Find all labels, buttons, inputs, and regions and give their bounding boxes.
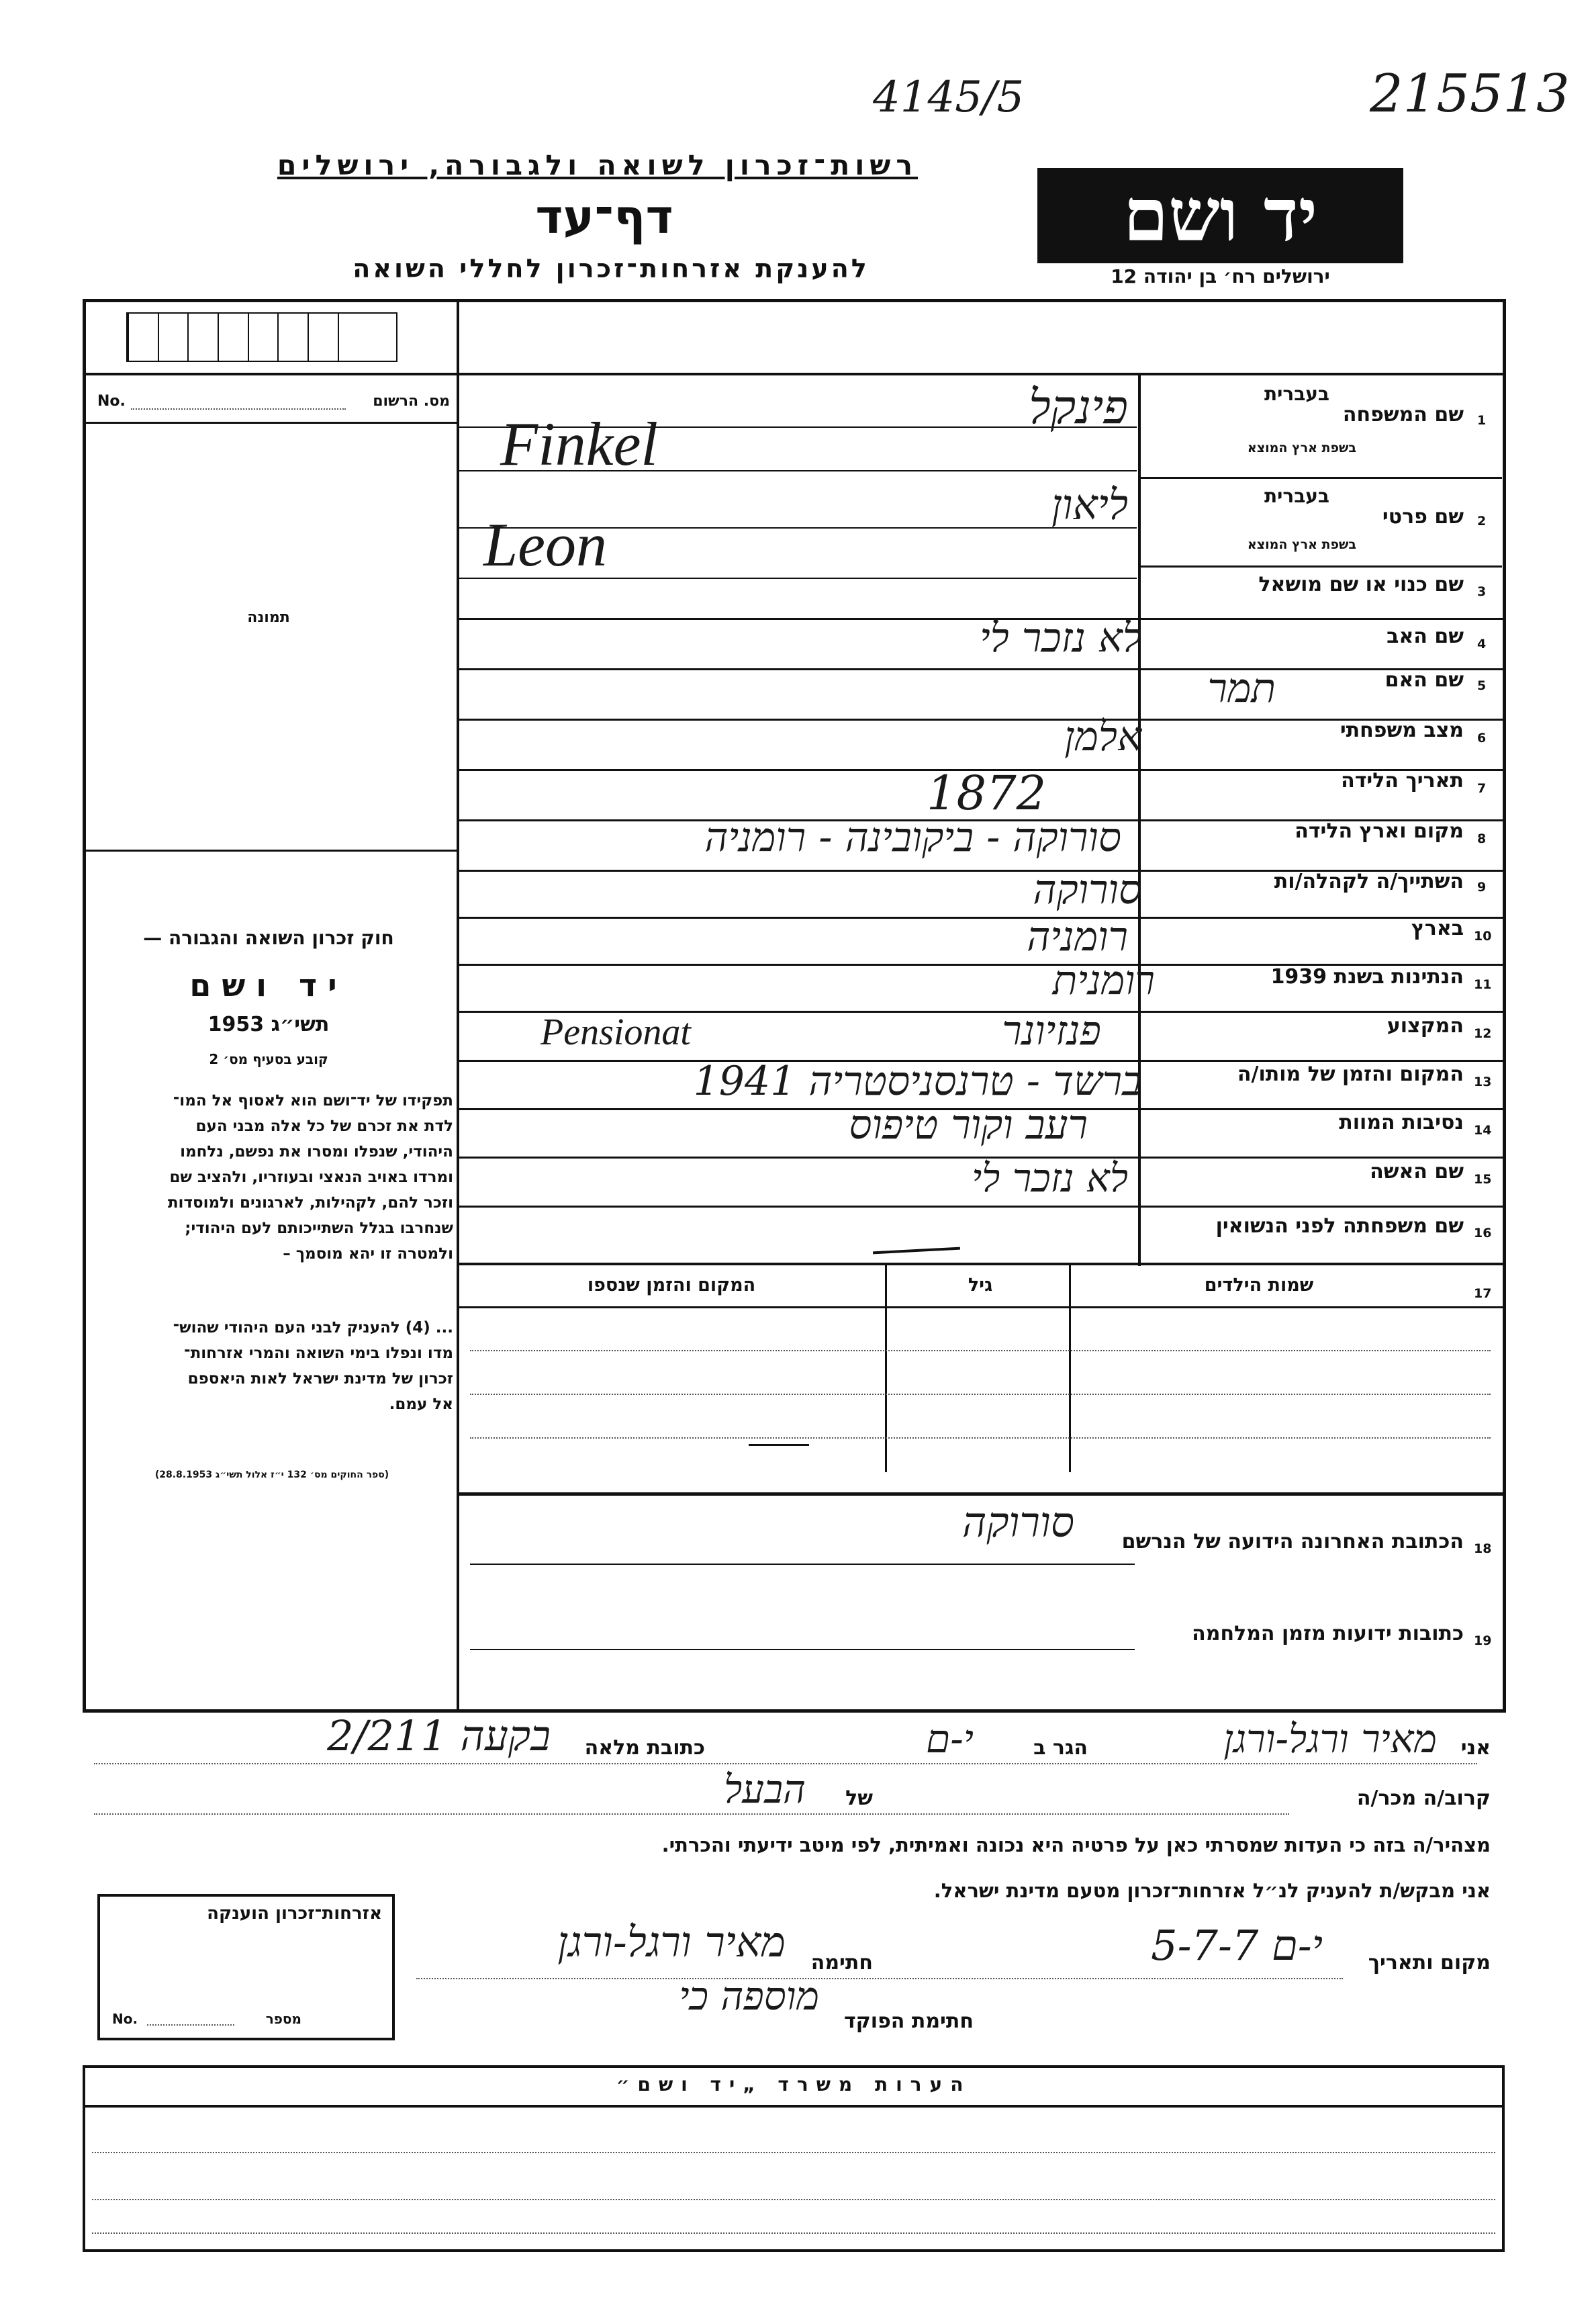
code-boxes: [86, 302, 457, 373]
signature-label: חתימה: [810, 1951, 873, 1975]
law-text-line: אל עמם.: [389, 1396, 453, 1413]
field-9-number: 9: [1477, 880, 1487, 895]
children-names-header: שמות הילדים: [1204, 1275, 1314, 1296]
of-label: של: [845, 1787, 873, 1810]
relation-value: הבעל: [724, 1766, 806, 1812]
form-title: דף־עד: [535, 189, 673, 244]
field-15-number: 15: [1474, 1172, 1492, 1187]
logo-text: יד ושם: [1123, 173, 1318, 258]
field-3-number: 3: [1477, 584, 1487, 599]
field-15-label: שם האשה: [1370, 1160, 1464, 1183]
field-2-number: 2: [1477, 514, 1487, 529]
field-14-label: נסיבות המוות: [1339, 1111, 1464, 1134]
citizenship-box-title: אזרחות־זכרון הוענקה: [207, 1903, 382, 1924]
field-19-label: כתובות ידועות מזמן המלחמה: [1192, 1622, 1464, 1645]
field-4-label: שם האב: [1387, 625, 1464, 648]
law-text-line: זכרון של מדינת ישראל לאות היאספם: [187, 1370, 453, 1388]
officer-signature-label: חתימת הפוקד: [844, 2009, 974, 2033]
law-text-clause-4: [91, 1315, 453, 1417]
field-7-label: תאריך הלידה: [1341, 769, 1464, 793]
field-14-value: רעב וקור טיפוס: [849, 1101, 1088, 1148]
field-6-label: מצב משפחתי: [1340, 719, 1464, 742]
form-subtitle: להענקת אזרחות־זכרון לחללי השואה: [353, 254, 870, 283]
first-name-latin: Leon: [483, 510, 607, 579]
field-4-value: לא נזכר לי: [979, 615, 1141, 662]
field-19-number: 19: [1474, 1633, 1492, 1648]
children-age-header: גיל: [968, 1275, 993, 1296]
law-reference: (ספר החוקים מס׳ 132 י״ז אלול תשי״ג 28.8.1953): [154, 1470, 389, 1480]
field-5-label: שם האם: [1384, 668, 1464, 692]
field-11-label: הנתינות בשנת 1939: [1270, 965, 1464, 989]
archive-number-stamp: 4145/5: [873, 73, 1025, 122]
law-name: יד ושם: [189, 967, 348, 1003]
family-name-latin: Finkel: [500, 410, 658, 478]
field-2-label: שם פרטי: [1382, 505, 1464, 529]
profession-hebrew: פנזיונר: [1002, 1007, 1101, 1054]
office-notes-title: הערות משרד „יד ושם״: [616, 2073, 972, 2095]
field-6-value: אלמן: [1064, 713, 1141, 760]
field-9-value: סורוקה: [1033, 866, 1141, 913]
record-number-stamp: 215513: [1370, 64, 1570, 124]
children-place-header: המקום והזמן שנספו: [587, 1275, 756, 1296]
law-text-line: תפקידו של יד־ושם הוא לאסוף אל המו־: [173, 1092, 453, 1110]
first-name-hebrew: ליאון: [1051, 480, 1128, 529]
field-3-label: שם כנוי או שם מושאל: [1258, 573, 1464, 596]
declaration-statement: מצהיר/ה בזה כי העדות שמסרתי כאן על פרטיה היא נכונה ואמיתית, לפי מיטב ידיעתי והכרתי.: [661, 1834, 1491, 1856]
resides-label: הגר ב: [1033, 1736, 1088, 1760]
law-year: תשי״ג 1953: [207, 1013, 330, 1036]
field-8-value: סורוקה - ביקובינה - רומניה: [704, 814, 1121, 861]
field-5-number: 5: [1477, 678, 1487, 693]
law-text-line: ... (4) להעניק לבני העם היהודי שהוש־: [173, 1319, 453, 1337]
law-text-line: היהודי, שנפלו ומסרו את נפשם, נלחמו: [180, 1143, 453, 1161]
law-text-line: לדת את זכרם של כל אלה מבני העם: [195, 1118, 453, 1135]
law-title: חוק זכרון השואה והגבורה —: [143, 927, 394, 949]
law-text-line: ומרדו באויב הנאצי ובעוזריו, ולהציב שם: [169, 1169, 453, 1186]
field-11-number: 11: [1474, 977, 1492, 992]
field-18-number: 18: [1474, 1541, 1492, 1556]
declaration-request: אני מבקש/ת להעניק לנ״ל אזרחות־זכרון מטעם מדינת ישראל.: [933, 1879, 1491, 1902]
field-16-label: שם משפחתה לפני הנשואין: [1215, 1214, 1464, 1238]
field-2-sub-origin: בשפת ארץ המוצא: [1247, 537, 1356, 552]
citizenship-no-hebrew: מספר: [265, 2011, 301, 2027]
profession-latin: Pensionat: [541, 1011, 691, 1053]
citizenship-box: [97, 1894, 395, 2040]
field-1-sub-origin: בשפת ארץ המוצא: [1247, 441, 1356, 455]
law-text-line: מדו ונפלו בימי השואה והמרי אזרחות־: [184, 1345, 453, 1362]
relation-label: קרוב/ה מכר/ה: [1356, 1787, 1491, 1810]
logo-address: ירושלים רח׳ בן יהודה 12: [1111, 265, 1330, 287]
field-6-number: 6: [1477, 731, 1487, 745]
field-4-number: 4: [1477, 637, 1487, 651]
field-13-number: 13: [1474, 1075, 1492, 1089]
law-text-line: וזכר להם, לקהילות, לארגונים ולמוסדות: [167, 1194, 453, 1212]
field-7-value: 1872: [927, 766, 1047, 821]
law-clause: קובע בסעיף מס׳ 2: [209, 1051, 328, 1067]
field-7-number: 7: [1477, 781, 1487, 796]
field-10-label: בארץ: [1411, 917, 1464, 940]
field-17-number: 17: [1474, 1286, 1492, 1301]
field-8-number: 8: [1477, 831, 1487, 846]
full-address-label: כתובת מלאה: [584, 1736, 705, 1760]
office-notes-box: [83, 2065, 1505, 2252]
place-date-label: מקום ותאריך: [1368, 1951, 1491, 1975]
field-10-value: רומניה: [1027, 913, 1128, 960]
field-18-label: הכתובת האחרונה הידועה של הנרשם: [1121, 1530, 1464, 1553]
field-1-sub-hebrew: בעברית: [1264, 383, 1329, 405]
resides-value: י-ם: [926, 1716, 974, 1762]
authority-title: רשות־זכרון לשואה ולגבורה, ירושלים: [277, 149, 919, 181]
field-9-label: השתייך/ה לקהלה/ות: [1274, 870, 1464, 893]
full-address-value: בקעה 2/211: [327, 1711, 551, 1760]
photo-label: תמונה: [247, 609, 290, 626]
field-13-value: ברשד - טרנסניסטריה 1941: [693, 1058, 1141, 1105]
citizenship-no-label: No.: [112, 2011, 138, 2027]
family-name-hebrew: פינקל: [1029, 379, 1128, 435]
signature-value: מאיר ורגל-ורגן: [557, 1917, 786, 1967]
field-11-value: רומנית: [1052, 957, 1155, 1004]
field-16-number: 16: [1474, 1226, 1492, 1240]
reg-no-hebrew: מס. הרשום: [373, 393, 450, 410]
field-1-label: שם המשפחה: [1342, 403, 1464, 426]
place-date-value: י-ם 5-7-7: [1151, 1921, 1323, 1970]
law-text-line: שנחרבו בגלל השתייכותם לעם היהודי;: [185, 1220, 453, 1237]
field-12-label: המקצוע: [1387, 1014, 1464, 1038]
field-8-label: מקום וארץ הלידה: [1295, 819, 1464, 843]
declarant-name: מאיר ורגל-ורגן: [1223, 1716, 1437, 1762]
officer-signature-value: מוספה כי: [679, 1973, 819, 2019]
field-2-sub-hebrew: בעברית: [1264, 485, 1329, 507]
law-text: [91, 1088, 453, 1267]
field-5-value: תמר: [1207, 665, 1276, 712]
field-15-value: לא נזכר לי: [971, 1155, 1128, 1201]
field-10-number: 10: [1474, 929, 1492, 944]
field-1-number: 1: [1477, 413, 1487, 428]
field-13-label: המקום והזמן של מותו/ה: [1237, 1063, 1464, 1086]
declaration-i-label: אני: [1460, 1736, 1491, 1760]
yad-vashem-logo: [1037, 168, 1403, 263]
field-18-value: סורוקה: [962, 1498, 1074, 1547]
field-14-number: 14: [1474, 1123, 1492, 1138]
law-text-line: ולמטרה זו יהא מוסמך –: [283, 1245, 453, 1263]
reg-no-label: No.: [97, 393, 126, 410]
field-12-number: 12: [1474, 1026, 1492, 1041]
